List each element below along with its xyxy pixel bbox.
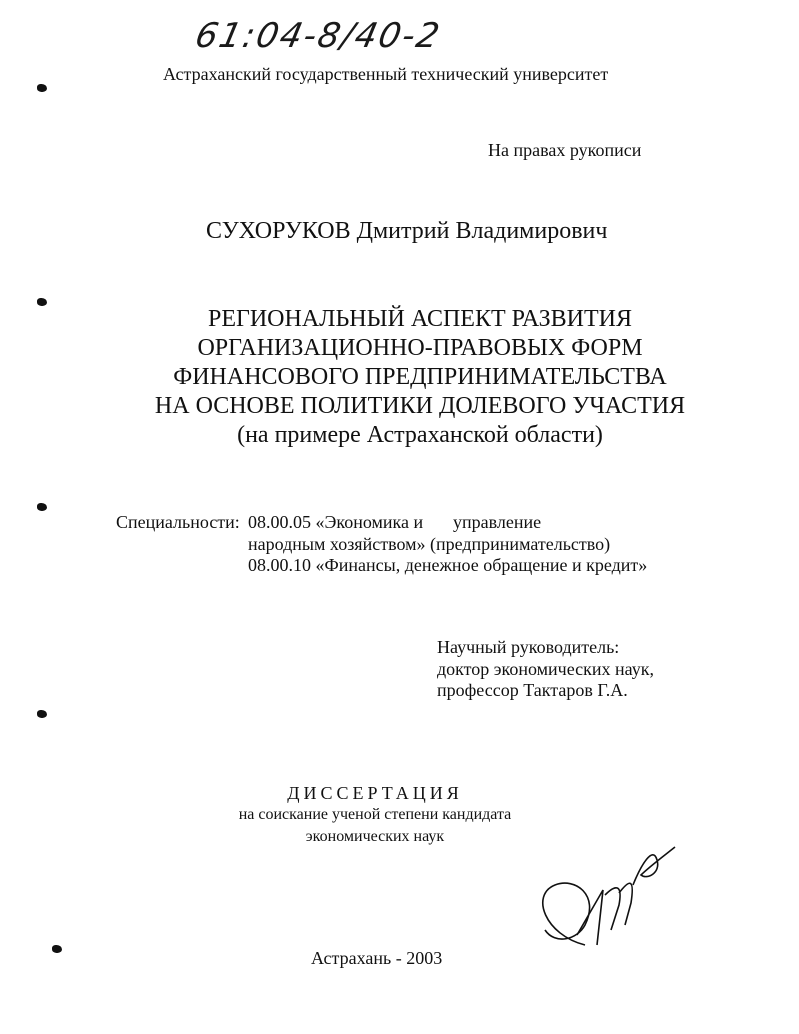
supervisor-degree: доктор экономических наук, (437, 659, 654, 679)
handwritten-catalog-number: 61:04-8/40-2 (191, 16, 445, 56)
supervisor-label: Научный руководитель: (437, 637, 620, 657)
dissertation-title (0, 305, 799, 450)
title-line: ОРГАНИЗАЦИОННО-ПРАВОВЫХ ФОРМ (197, 335, 643, 361)
signature (515, 835, 685, 960)
title-line: ФИНАНСОВОГО ПРЕДПРИНИМАТЕЛЬСТВА (173, 364, 667, 390)
specialty-1-part-a: 08.00.05 «Экономика и (248, 512, 424, 532)
specialties-label: Специальности: (116, 512, 240, 532)
supervisor-name: профессор Тактаров Г.А. (437, 680, 628, 700)
specialty-1-part-b: управление (453, 512, 542, 532)
scan-mark (37, 84, 47, 92)
author-name: СУХОРУКОВ Дмитрий Владимирович (206, 218, 608, 244)
degree-line-2: экономических наук (305, 828, 445, 845)
city-year: Астрахань - 2003 (311, 948, 443, 968)
scan-mark (37, 710, 47, 718)
university-name: Астраханский государственный технический университет (163, 64, 609, 84)
scan-mark (37, 503, 47, 511)
title-line: НА ОСНОВЕ ПОЛИТИКИ ДОЛЕВОГО УЧАСТИЯ (154, 393, 686, 419)
degree-line-1: на соискание ученой степени кандидата (238, 806, 512, 823)
manuscript-rights-note: На правах рукописи (488, 140, 642, 160)
title-subtitle: (на примере Астраханской области) (237, 422, 603, 448)
specialty-1-continued: народным хозяйством» (предпринимательство) (248, 534, 611, 554)
title-line: РЕГИОНАЛЬНЫЙ АСПЕКТ РАЗВИТИЯ (207, 306, 633, 332)
scan-mark (52, 945, 62, 953)
dissertation-heading: ДИССЕРТАЦИЯ (287, 783, 463, 803)
specialty-2: 08.00.10 «Финансы, денежное обращение и кредит» (248, 555, 648, 575)
